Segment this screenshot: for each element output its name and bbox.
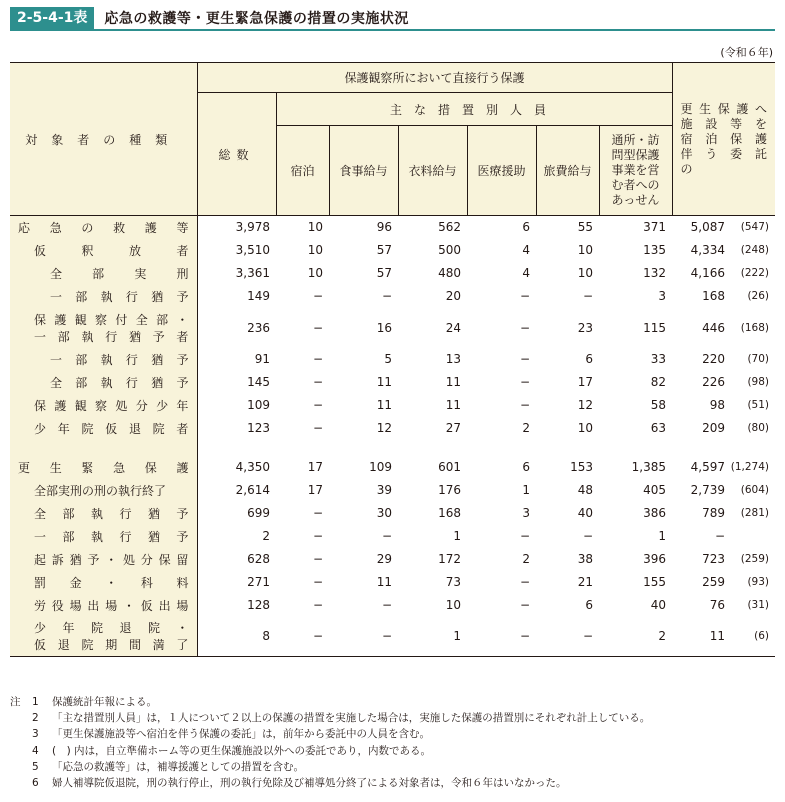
era-label: (令和６年) xyxy=(720,46,773,59)
cell-value: − xyxy=(312,398,323,412)
table-row xyxy=(10,262,775,285)
data-table xyxy=(10,62,775,657)
cell-value: 91 xyxy=(254,352,270,366)
table-row xyxy=(10,594,775,617)
cell-value: 39 xyxy=(376,483,392,497)
note-text: 婦人補導院仮退院，刑の執行停止，刑の執行免除及び補導処分終了による対象者は，令和６年はいなかった。 xyxy=(52,777,567,790)
row-label xyxy=(10,262,197,285)
cell-inner-count: (1,274) xyxy=(730,461,770,473)
header-right xyxy=(672,63,775,216)
cell-value: 2 xyxy=(262,529,270,543)
note-number: 4 xyxy=(32,744,39,757)
cell-value: 172 xyxy=(438,552,461,566)
cell-value: 5 xyxy=(384,352,392,366)
table-row xyxy=(10,308,775,348)
cell-value: 17 xyxy=(577,375,593,389)
cell-value: 2 xyxy=(522,552,530,566)
cell-value: 109 xyxy=(369,460,392,474)
cell-value: 10 xyxy=(307,243,323,257)
cell-value: 21 xyxy=(577,575,593,589)
cell-value: 271 xyxy=(247,575,270,589)
cell-value: 4,597 xyxy=(690,460,725,474)
note-text: 保護統計年報による。 xyxy=(52,696,157,708)
header-visit-line: あっせん xyxy=(611,193,660,207)
cell-inner-count: (70) xyxy=(747,353,770,365)
row-label-text: 一 部 執 行 猶 予 者 xyxy=(34,329,189,344)
cell-value: 48 xyxy=(577,483,593,497)
header-group: 保護観察所において直接行う保護 xyxy=(197,63,672,93)
cell-value: 96 xyxy=(376,220,392,235)
header-right-line: 更生保護へ xyxy=(680,101,768,116)
table-row xyxy=(10,502,775,525)
cell-value: 63 xyxy=(650,421,666,435)
cell-inner-count: (80) xyxy=(747,422,770,434)
cell-inner-count: (248) xyxy=(740,244,770,256)
row-label xyxy=(10,548,197,571)
row-label xyxy=(10,308,197,348)
cell-value: − xyxy=(312,598,323,612)
cell-inner-count: (222) xyxy=(740,267,770,279)
row-label xyxy=(10,479,197,502)
cell-value: 57 xyxy=(376,243,392,257)
cell-value: 20 xyxy=(445,289,461,303)
row-label-text: 全 部 実 刑 xyxy=(50,266,189,281)
cell-value: 6 xyxy=(585,598,593,612)
cell-value: 10 xyxy=(577,266,593,280)
cell-value: − xyxy=(312,552,323,566)
cell-value: 27 xyxy=(445,421,461,435)
cell-value: 132 xyxy=(643,266,666,280)
row-label xyxy=(10,285,197,308)
cell-value: 480 xyxy=(438,266,461,280)
note-text: 「応急の救護等」は，補導援護としての措置を含む。 xyxy=(52,760,304,773)
cell-value: 220 xyxy=(702,352,725,366)
cell-value: 128 xyxy=(247,598,270,612)
note-item xyxy=(10,726,775,742)
cell-value: 386 xyxy=(643,506,666,520)
cell-value: 176 xyxy=(438,483,461,497)
header-visit-line: 問型保護 xyxy=(611,148,660,162)
cell-inner-count: (604) xyxy=(740,484,770,496)
cell-value: 11 xyxy=(376,398,392,412)
cell-inner-count: (51) xyxy=(747,399,770,411)
row-label xyxy=(10,525,197,548)
header-visit-line: 事業を営 xyxy=(611,163,660,177)
cell-value: − xyxy=(519,289,530,303)
cell-value: − xyxy=(381,289,392,303)
cell-value: 699 xyxy=(247,506,270,520)
cell-value: 38 xyxy=(577,552,593,566)
cell-value: 4 xyxy=(522,243,530,257)
notes xyxy=(10,694,775,791)
cell-value: 6 xyxy=(522,220,530,235)
cell-value: 2,739 xyxy=(690,483,725,497)
cell-value: 10 xyxy=(577,243,593,257)
cell-value: − xyxy=(312,375,323,389)
title-bar xyxy=(10,7,775,31)
header-col-meals: 食事給与 xyxy=(329,126,398,216)
cell-value: − xyxy=(312,506,323,520)
cell-value: 3 xyxy=(658,289,666,303)
table-row xyxy=(10,456,775,479)
cell-value: 40 xyxy=(577,506,593,520)
cell-value: 4 xyxy=(522,266,530,280)
cell-value: − xyxy=(519,529,530,543)
cell-value: − xyxy=(519,320,530,335)
notes-prefix: 注 xyxy=(10,696,21,708)
cell-value: 405 xyxy=(643,483,666,497)
header-visit-line: 通所・訪 xyxy=(611,133,660,147)
cell-value: 55 xyxy=(577,220,593,235)
cell-inner-count: (98) xyxy=(747,376,770,388)
table-row xyxy=(10,239,775,262)
table-title: 応急の救護等・更生緊急保護の措置の実施状況 xyxy=(104,11,409,27)
note-item xyxy=(10,694,775,710)
cell-value: − xyxy=(519,398,530,412)
cell-value: 226 xyxy=(702,375,725,389)
cell-value: − xyxy=(312,352,323,366)
cell-value: 135 xyxy=(643,243,666,257)
cell-value: 2 xyxy=(599,617,672,657)
row-label-text: 仮 釈 放 者 xyxy=(34,243,189,258)
cell-value: 10 xyxy=(577,421,593,435)
cell-value: 5,087 xyxy=(690,220,725,235)
cell-value: 58 xyxy=(650,398,666,412)
header-subgroup: 主な措置別人員 xyxy=(276,93,672,126)
cell-inner-count xyxy=(727,525,775,548)
table-row xyxy=(10,479,775,502)
cell-value: − xyxy=(381,598,392,612)
header-col-visit xyxy=(599,126,672,216)
cell-inner-count: (26) xyxy=(747,290,770,302)
cell-value: 76 xyxy=(709,598,725,612)
table-row xyxy=(10,571,775,594)
cell-value: 12 xyxy=(577,398,593,412)
cell-value: 11 xyxy=(376,375,392,389)
row-label xyxy=(10,617,197,657)
header-total: 総数 xyxy=(197,93,276,216)
note-number: 2 xyxy=(32,712,39,725)
cell-value: 562 xyxy=(438,220,461,235)
cell-value: − xyxy=(312,320,323,335)
cell-value: 1 xyxy=(658,529,666,543)
cell-value: 23 xyxy=(577,320,593,335)
header-col-clothing: 衣料給与 xyxy=(398,126,467,216)
cell-value: 1 xyxy=(398,617,467,657)
cell-value: 3 xyxy=(522,506,530,520)
cell-value: 3,978 xyxy=(235,220,270,235)
cell-value: 371 xyxy=(643,220,666,235)
note-text: 「更生保護施設等へ宿泊を伴う保護の委託」は，前年から委託中の人員を含む。 xyxy=(52,728,430,741)
cell-value: 24 xyxy=(445,320,461,335)
cell-inner-count: (31) xyxy=(747,599,770,611)
table-row xyxy=(10,348,775,371)
table-id: 2-5-4-1表 xyxy=(10,7,94,29)
cell-value: 500 xyxy=(438,243,461,257)
cell-value: 4,350 xyxy=(235,460,270,474)
note-number: 5 xyxy=(32,760,39,773)
row-label-text: 罰 金 ・ 科 料 xyxy=(34,575,189,590)
header-visit-line: む者への xyxy=(611,178,660,192)
cell-value: 73 xyxy=(445,575,461,589)
cell-value: 57 xyxy=(376,266,392,280)
header-col-travel: 旅費給与 xyxy=(536,126,599,216)
cell-value: 123 xyxy=(247,421,270,435)
cell-value: 1,385 xyxy=(631,460,666,474)
row-label xyxy=(10,417,197,440)
cell-value: 6 xyxy=(522,460,530,474)
row-label-text: 一 部 執 行 猶 予 xyxy=(50,289,189,304)
cell-value: − xyxy=(519,575,530,589)
cell-value: 155 xyxy=(643,575,666,589)
header-right-line: 宿泊保護 xyxy=(680,131,768,146)
cell-value: 168 xyxy=(438,506,461,520)
row-label xyxy=(10,239,197,262)
cell-value: 16 xyxy=(376,320,392,335)
note-text: ( ) 内は，自立準備ホーム等の更生保護施設以外への委託であり，内数である。 xyxy=(52,744,432,757)
cell-value: − xyxy=(312,289,323,303)
cell-value: − xyxy=(519,375,530,389)
header-right-line: 施設等を xyxy=(680,116,768,131)
note-item xyxy=(10,743,775,759)
table-row xyxy=(10,617,775,657)
header-right-line: 伴う委託 xyxy=(680,146,768,161)
cell-value: 17 xyxy=(307,460,323,474)
note-item xyxy=(10,710,775,726)
row-label-text: 更 生 緊 急 保 護 xyxy=(18,460,189,475)
cell-value: 145 xyxy=(247,375,270,389)
cell-value: 4,166 xyxy=(690,266,725,280)
row-label xyxy=(10,456,197,479)
header-col-lodging: 宿泊 xyxy=(276,126,329,216)
cell-value: − xyxy=(519,598,530,612)
table-row xyxy=(10,417,775,440)
cell-inner-count: (168) xyxy=(740,321,770,334)
cell-value: 396 xyxy=(643,552,666,566)
header-col-medical: 医療援助 xyxy=(467,126,536,216)
cell-value: 259 xyxy=(702,575,725,589)
row-label-text: 労 役 場 出 場 ・ 仮 出 場 xyxy=(34,598,189,613)
spacer-row xyxy=(10,440,775,456)
cell-value: 3,510 xyxy=(235,243,270,257)
cell-value: 601 xyxy=(438,460,461,474)
row-label-text: 応 急 の 救 護 等 xyxy=(18,220,189,235)
cell-value: 10 xyxy=(445,598,461,612)
cell-value: − xyxy=(519,352,530,366)
row-label xyxy=(10,571,197,594)
cell-value: 168 xyxy=(702,289,725,303)
cell-value: 8 xyxy=(197,617,276,657)
table-row xyxy=(10,371,775,394)
cell-inner-count: (259) xyxy=(740,553,770,565)
row-label-text: 保 護 観 察 付 全 部 ・ xyxy=(34,312,189,327)
row-label xyxy=(10,594,197,617)
cell-inner-count: (547) xyxy=(740,221,770,234)
cell-value: 2 xyxy=(522,421,530,435)
cell-value: 3,361 xyxy=(235,266,270,280)
row-label-text: 一 部 執 行 猶 予 xyxy=(34,529,189,544)
cell-value: − xyxy=(582,529,593,543)
cell-value: 153 xyxy=(570,460,593,474)
cell-value: − xyxy=(312,529,323,543)
cell-value: 17 xyxy=(307,483,323,497)
cell-value: 11 xyxy=(445,398,461,412)
cell-value: − xyxy=(381,529,392,543)
cell-value: − xyxy=(312,575,323,589)
cell-value: 236 xyxy=(247,320,270,335)
row-label-text: 仮 退 院 期 間 満 了 xyxy=(34,638,189,653)
cell-value: − xyxy=(714,529,725,543)
header-category: 対象者の種類 xyxy=(10,63,197,216)
row-label-text: 全 部 執 行 猶 予 xyxy=(50,375,189,390)
cell-value: 109 xyxy=(247,398,270,412)
cell-value: 4,334 xyxy=(690,243,725,257)
cell-inner-count: (93) xyxy=(747,576,770,588)
table-row xyxy=(10,525,775,548)
row-label xyxy=(10,216,197,239)
cell-value: 12 xyxy=(376,421,392,435)
cell-value: 209 xyxy=(702,421,725,435)
cell-value: − xyxy=(312,421,323,435)
cell-value: − xyxy=(276,617,329,657)
note-number: 6 xyxy=(32,777,39,790)
cell-value: 10 xyxy=(307,266,323,280)
cell-value: 98 xyxy=(709,398,725,412)
note-item xyxy=(10,759,775,775)
cell-value: 11 xyxy=(445,375,461,389)
cell-value: 33 xyxy=(650,352,666,366)
row-label xyxy=(10,348,197,371)
row-label xyxy=(10,394,197,417)
cell-value: 723 xyxy=(702,552,725,566)
table-row xyxy=(10,285,775,308)
row-label xyxy=(10,502,197,525)
row-label-text: 全 部 執 行 猶 予 xyxy=(34,506,189,521)
cell-value: 13 xyxy=(445,352,461,366)
cell-value: 11 xyxy=(376,575,392,589)
table-row xyxy=(10,394,775,417)
cell-value: 10 xyxy=(307,220,323,235)
row-label-text: 一 部 執 行 猶 予 xyxy=(50,352,189,367)
header-right-line: の xyxy=(680,161,693,176)
cell-inner-count: (6) xyxy=(727,617,775,657)
note-text: 「主な措置別人員」は，１人について２以上の保護の措置を実施した場合は，実施した保護の措置別にそれぞれ計上している。 xyxy=(52,712,651,725)
cell-value: − xyxy=(467,617,536,657)
cell-value: 149 xyxy=(247,289,270,303)
cell-inner-count: (281) xyxy=(740,507,770,519)
note-number: 1 xyxy=(32,696,39,708)
row-label-text: 少 年 院 退 院 ・ xyxy=(34,621,189,636)
cell-value: 6 xyxy=(585,352,593,366)
cell-value: 115 xyxy=(643,320,666,335)
cell-value: − xyxy=(582,289,593,303)
cell-value: 11 xyxy=(672,617,727,657)
cell-value: 789 xyxy=(702,506,725,520)
cell-value: − xyxy=(536,617,599,657)
cell-value: 29 xyxy=(376,552,392,566)
table-row xyxy=(10,548,775,571)
row-label-text: 起 訴 猶 予 ・ 処 分 保 留 xyxy=(34,552,189,567)
row-label-text: 保 護 観 察 処 分 少 年 xyxy=(34,398,189,413)
cell-value: 30 xyxy=(376,506,392,520)
note-item xyxy=(10,775,775,791)
row-label-text: 少 年 院 仮 退 院 者 xyxy=(34,421,189,436)
cell-value: 82 xyxy=(650,375,666,389)
cell-value: 40 xyxy=(650,598,666,612)
table-body xyxy=(10,216,775,657)
cell-value: 1 xyxy=(453,529,461,543)
table-row xyxy=(10,216,775,239)
cell-value: 1 xyxy=(522,483,530,497)
cell-value: 446 xyxy=(702,320,725,335)
row-label-text: 全部実刑の刑の執行終了 xyxy=(34,483,167,498)
row-label xyxy=(10,371,197,394)
cell-value: 628 xyxy=(247,552,270,566)
cell-value: 2,614 xyxy=(235,483,270,497)
note-number: 3 xyxy=(32,728,39,741)
cell-value: − xyxy=(329,617,398,657)
